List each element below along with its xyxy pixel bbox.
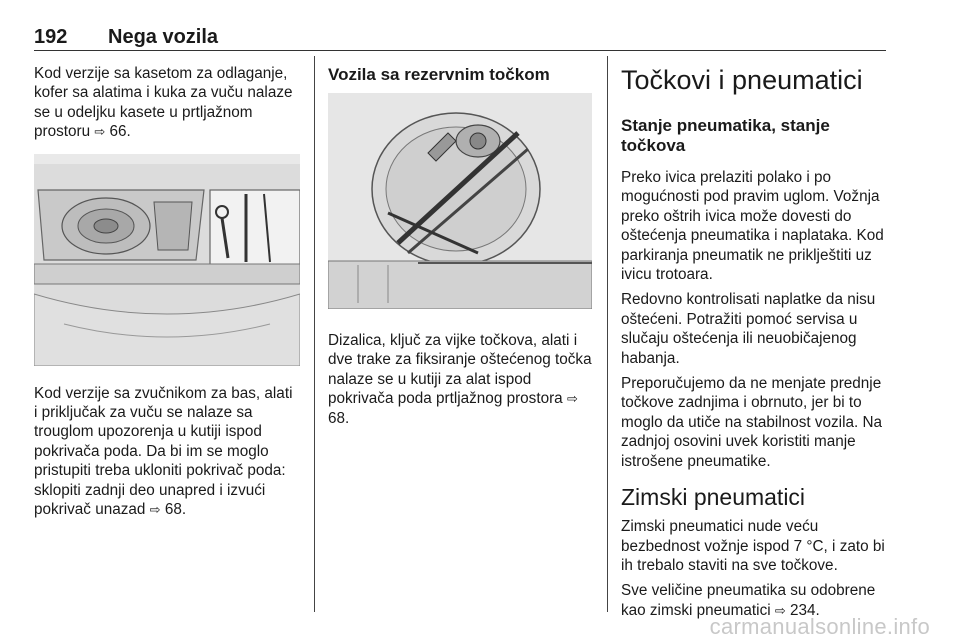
paragraph: Dizalica, ključ za vijke točkova, alati i dve trake za fiksiranje oštećenog točka nalaze se u kutiji za alat ispod pokrivača poda prtljažnog prostora ⇨ 68. bbox=[328, 332, 592, 427]
subsection-heading: Stanje pneumatika, stanje točkova bbox=[621, 116, 830, 155]
page-reference-link[interactable]: 234. bbox=[790, 601, 820, 619]
paragraph: Kod verzije sa kasetom za odlaganje, kofer sa alatima i kuka za vuču nalaze se u odeljku kasete u prtljažnom prostoru ⇨ 66. bbox=[34, 65, 293, 141]
paragraph: Kod verzije sa zvučnikom za bas, alati i priključak za vuču se nalaze sa trouglom upozorenja u kutiji ispod pokrivača poda. Da bi im se moglo pristupiti treba ukloniti pokrivač poda: sklopiti zadnji deo unapred i izvući pokrivač unazad ⇨ 68. bbox=[34, 384, 293, 519]
watermark: carmanualsonline.info bbox=[709, 614, 930, 639]
arrow-ref-icon: ⇨ bbox=[566, 391, 578, 407]
paragraph: Redovno kontrolisati naplatke da nisu oštećeni. Potražiti pomoć servisa u slučaju oštećenja ili neuobičajenog habanja. bbox=[621, 291, 876, 367]
page-number: 192 bbox=[34, 26, 68, 48]
column-3 bbox=[621, 64, 889, 626]
section-title: Nega vozila bbox=[108, 26, 219, 48]
trunk-cassette-illustration bbox=[34, 154, 300, 366]
arrow-ref-icon: ⇨ bbox=[94, 124, 106, 140]
column-2 bbox=[328, 64, 593, 434]
chapter-title: Točkovi i pneumatici bbox=[621, 65, 863, 95]
page-reference-link[interactable]: 68. bbox=[328, 409, 350, 427]
arrow-ref-icon: ⇨ bbox=[774, 602, 786, 618]
spare-wheel-tools-illustration bbox=[328, 93, 592, 309]
paragraph: Preporučujemo da ne menjate prednje točkove zadnjima i obrnuto, jer bi to moglo da utiče na stabilnost vozila. Na zadnjoj osovini uvek koristiti manje istrošene pneumatike. bbox=[621, 375, 883, 470]
column-divider bbox=[314, 56, 315, 612]
section-heading: Zimski pneumatici bbox=[621, 484, 806, 511]
column-1 bbox=[34, 64, 300, 525]
page-header bbox=[34, 24, 886, 51]
paragraph: Zimski pneumatici nude veću bezbednost vožnje ispod 7 °C, i zato bi ih trebalo staviti na sve točkove. bbox=[621, 518, 885, 574]
paragraph: Sve veličine pneumatika su odobrene kao zimski pneumatici ⇨ 234. bbox=[621, 582, 876, 619]
arrow-ref-icon: ⇨ bbox=[149, 502, 161, 518]
page-reference-link[interactable]: 68. bbox=[164, 501, 187, 519]
paragraph: Preko ivica prelaziti polako i po mogućnosti pod pravim uglom. Vožnja preko oštrih ivica može dovesti do oštećenja pneumatika i naplataka. Kod parkiranja pneumatik ne priklještiti uz ivicu trotoara. bbox=[621, 169, 884, 284]
column-divider bbox=[607, 56, 608, 612]
subsection-heading: Vozila sa rezervnim točkom bbox=[328, 65, 550, 84]
page-reference-link[interactable]: 66. bbox=[109, 123, 131, 141]
